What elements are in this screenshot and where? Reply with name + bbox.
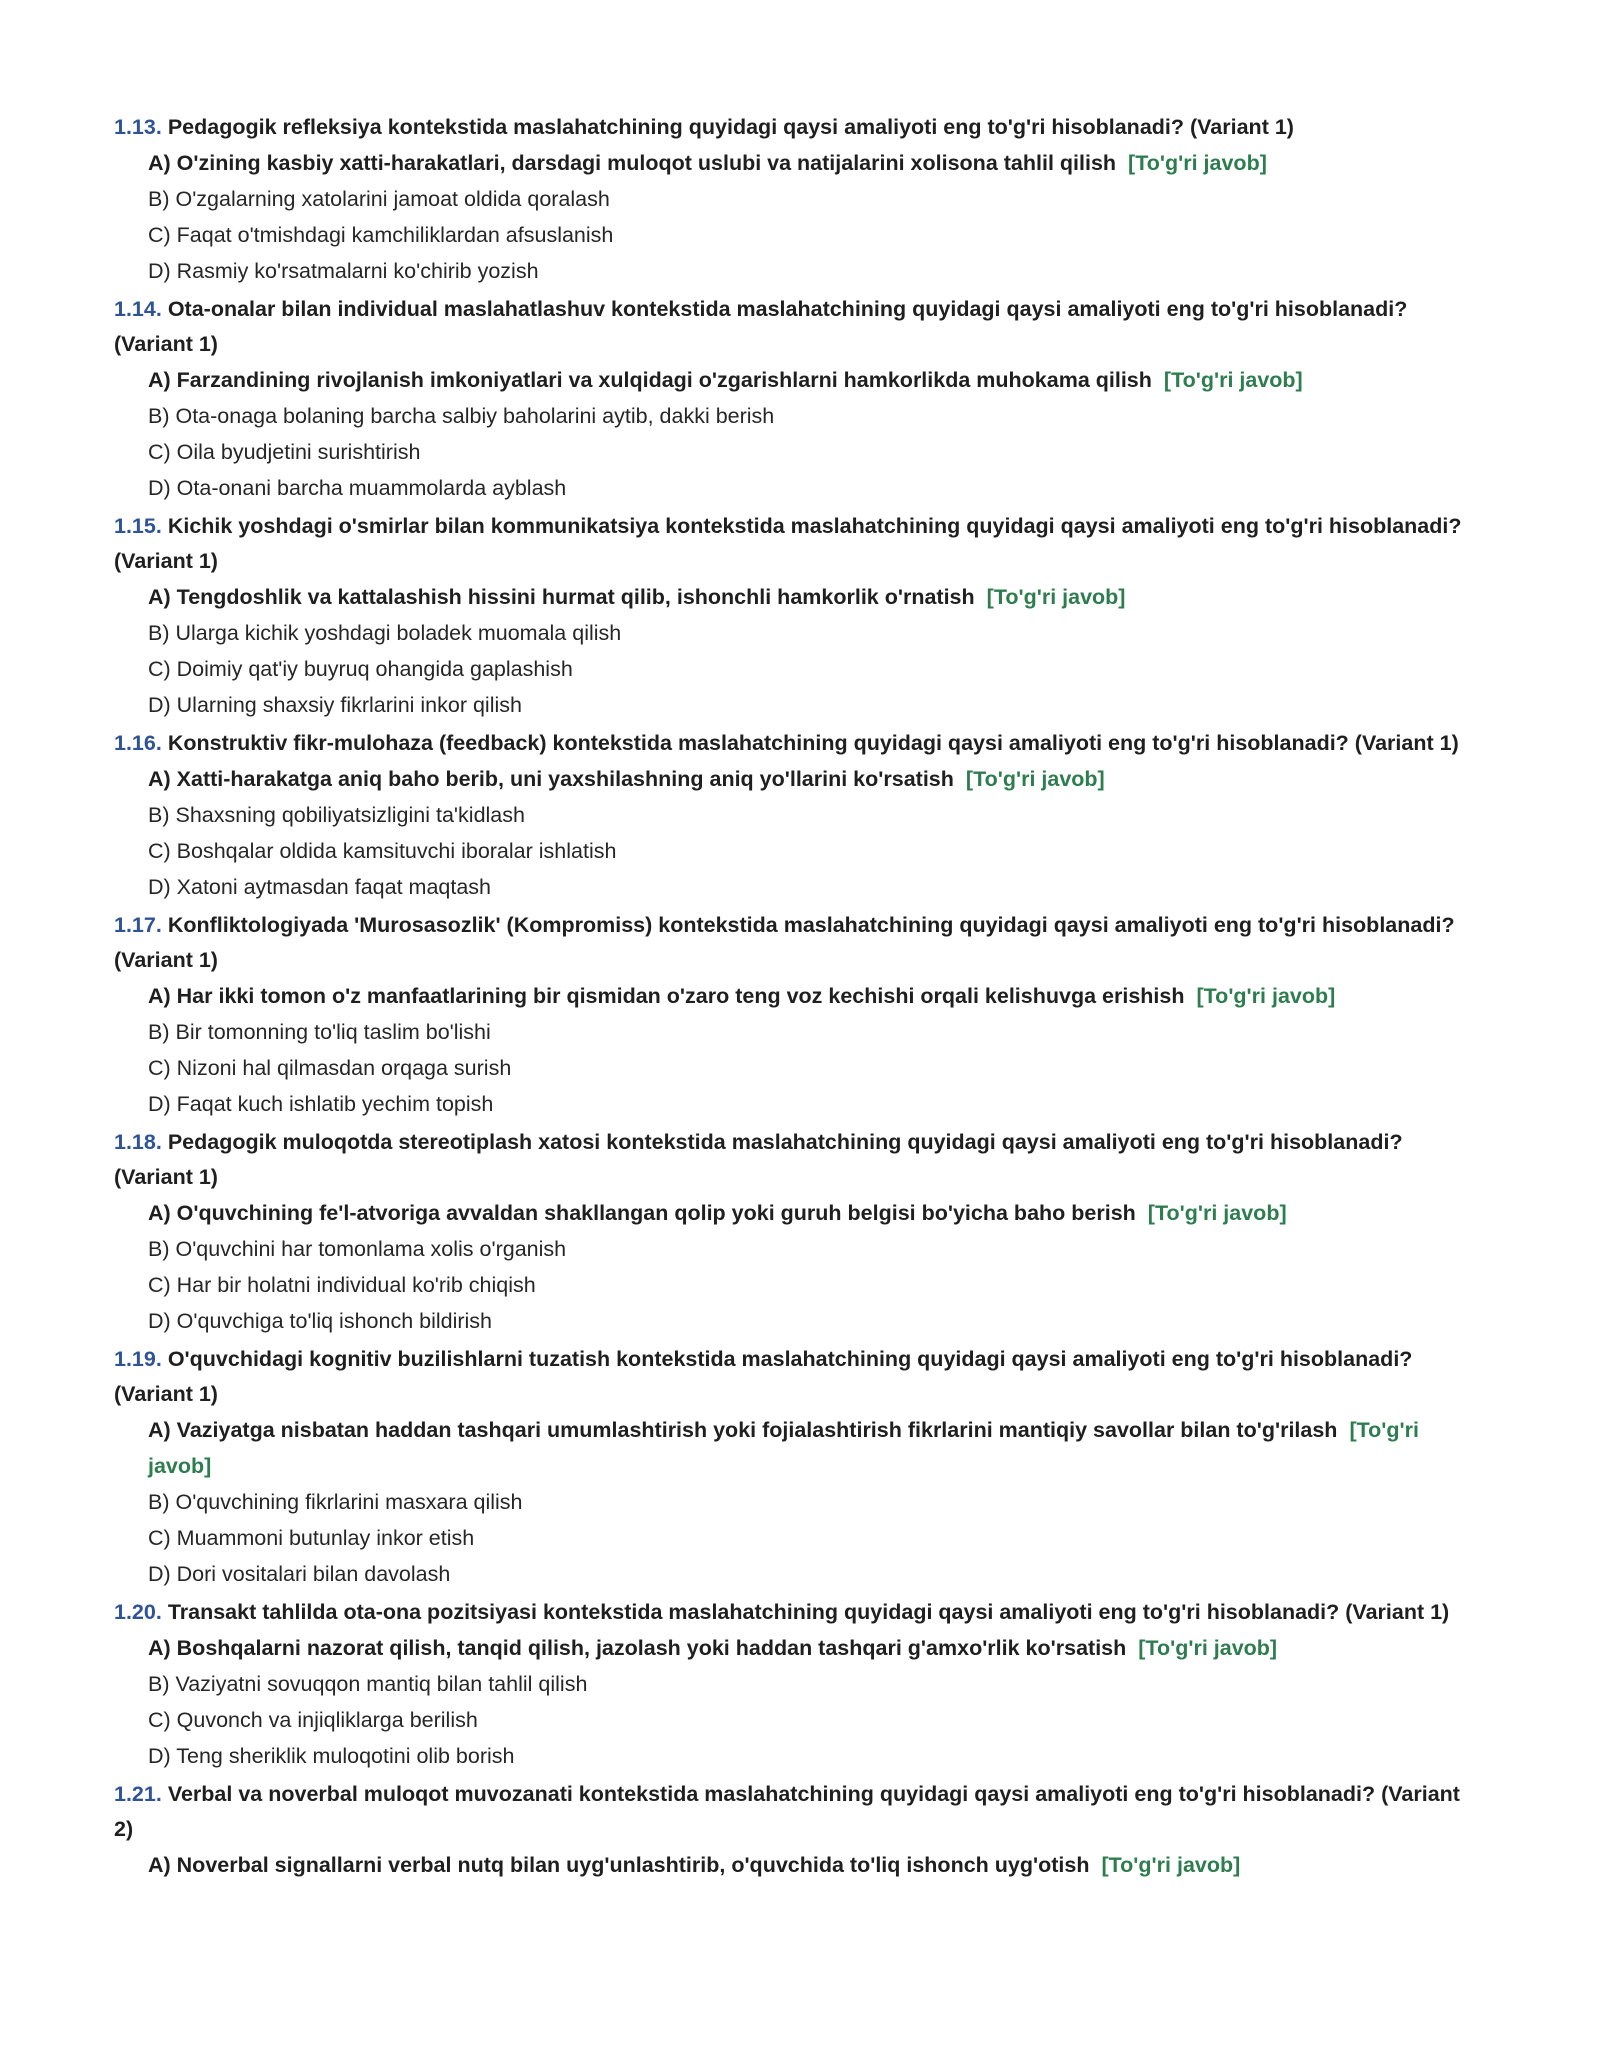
answer-option — [148, 1303, 1484, 1339]
question-number: 1.20. — [114, 1600, 162, 1624]
answer-option — [148, 253, 1484, 289]
answer-option — [148, 1520, 1484, 1556]
option-text: D) O'quvchiga to'liq ishonch bildirish — [148, 1309, 493, 1333]
correct-answer-badge: [To'g'ri javob] — [1101, 1853, 1241, 1877]
option-text: D) Rasmiy ko'rsatmalarni ko'chirib yozish — [148, 259, 539, 283]
correct-answer-option — [148, 1195, 1484, 1231]
question-block — [114, 1777, 1484, 1883]
correct-answer-option — [148, 1412, 1484, 1484]
question-prompt: Ota-onalar bilan individual maslahatlashuv kontekstida maslahatchining quyidagi qaysi amaliyoti eng to'g'ri hisoblanadi? (Variant 1) — [114, 297, 1408, 356]
question-block — [114, 726, 1484, 905]
question-number: 1.15. — [114, 514, 162, 538]
answer-options — [114, 579, 1484, 723]
correct-answer-option — [148, 978, 1484, 1014]
option-text: C) Har bir holatni individual ko'rib chiqish — [148, 1273, 536, 1297]
question-text — [114, 908, 1484, 978]
answer-option — [148, 797, 1484, 833]
correct-answer-badge: [To'g'ri javob] — [148, 1418, 1419, 1478]
question-number: 1.21. — [114, 1782, 162, 1806]
correct-answer-badge: [To'g'ri javob] — [986, 585, 1126, 609]
question-block — [114, 1595, 1484, 1774]
option-text: B) Vaziyatni sovuqqon mantiq bilan tahlil qilish — [148, 1672, 588, 1696]
question-prompt: Verbal va noverbal muloqot muvozanati kontekstida maslahatchining quyidagi qaysi amaliyoti eng to'g'ri hisoblanadi? (Variant 2) — [114, 1782, 1460, 1841]
option-text: A) O'quvchining fe'l-atvoriga avvaldan shakllangan qolip yoki guruh belgisi bo'yicha baho berish — [148, 1201, 1136, 1225]
answer-option — [148, 1556, 1484, 1592]
option-text: D) Dori vositalari bilan davolash — [148, 1562, 451, 1586]
question-block — [114, 292, 1484, 506]
option-text: C) Muammoni butunlay inkor etish — [148, 1526, 475, 1550]
answer-option — [148, 615, 1484, 651]
answer-option — [148, 1702, 1484, 1738]
option-text: D) Xatoni aytmasdan faqat maqtash — [148, 875, 491, 899]
question-block — [114, 110, 1484, 289]
option-text: A) Har ikki tomon o'z manfaatlarining bir qismidan o'zaro teng voz kechishi orqali kelishuvga erishish — [148, 984, 1185, 1008]
question-block — [114, 1125, 1484, 1339]
option-text: D) Ularning shaxsiy fikrlarini inkor qilish — [148, 693, 522, 717]
option-text: B) O'zgalarning xatolarini jamoat oldida qoralash — [148, 187, 610, 211]
option-text: B) Bir tomonning to'liq taslim bo'lishi — [148, 1020, 491, 1044]
answer-options — [114, 761, 1484, 905]
question-prompt: Konfliktologiyada 'Murosasozlik' (Kompromiss) kontekstida maslahatchining quyidagi qaysi amaliyoti eng to'g'ri hisoblanadi? (Variant 1) — [114, 913, 1455, 972]
correct-answer-badge: [To'g'ri javob] — [1138, 1636, 1278, 1660]
question-text — [114, 1595, 1484, 1630]
answer-options — [114, 1847, 1484, 1883]
answer-option — [148, 1231, 1484, 1267]
question-number: 1.16. — [114, 731, 162, 755]
answer-options — [114, 1412, 1484, 1592]
option-text: A) O'zining kasbiy xatti-harakatlari, darsdagi muloqot uslubi va natijalarini xolisona tahlil qilish — [148, 151, 1117, 175]
option-text: C) Doimiy qat'iy buyruq ohangida gaplashish — [148, 657, 573, 681]
answer-option — [148, 1050, 1484, 1086]
question-text — [114, 1125, 1484, 1195]
correct-answer-badge: [To'g'ri javob] — [1163, 368, 1303, 392]
option-text: C) Faqat o'tmishdagi kamchiliklardan afsuslanish — [148, 223, 614, 247]
answer-option — [148, 1267, 1484, 1303]
answer-option — [148, 470, 1484, 506]
answer-option — [148, 1738, 1484, 1774]
option-text: A) Xatti-harakatga aniq baho berib, uni yaxshilashning aniq yo'llarini ko'rsatish — [148, 767, 954, 791]
answer-option — [148, 434, 1484, 470]
question-text — [114, 292, 1484, 362]
option-text: D) Faqat kuch ishlatib yechim topish — [148, 1092, 494, 1116]
question-number: 1.14. — [114, 297, 162, 321]
answer-option — [148, 651, 1484, 687]
correct-answer-badge: [To'g'ri javob] — [1196, 984, 1336, 1008]
option-text: A) Vaziyatga nisbatan haddan tashqari umumlashtirish yoki fojialashtirish fikrlarini mantiqiy savollar bilan to'g'rilash — [148, 1418, 1338, 1442]
answer-option — [148, 398, 1484, 434]
question-prompt: Kichik yoshdagi o'smirlar bilan kommunikatsiya kontekstida maslahatchining quyidagi qaysi amaliyoti eng to'g'ri hisoblanadi? (Variant 1) — [114, 514, 1462, 573]
question-block — [114, 1342, 1484, 1592]
question-block — [114, 908, 1484, 1122]
option-text: D) Ota-onani barcha muammolarda ayblash — [148, 476, 567, 500]
question-text — [114, 110, 1484, 145]
correct-answer-option — [148, 761, 1484, 797]
correct-answer-option — [148, 1847, 1484, 1883]
question-prompt: Konstruktiv fikr-mulohaza (feedback) kontekstida maslahatchining quyidagi qaysi amaliyoti eng to'g'ri hisoblanadi? (Variant 1) — [167, 731, 1459, 755]
answer-option — [148, 1014, 1484, 1050]
answer-option — [148, 1484, 1484, 1520]
question-text — [114, 1777, 1484, 1847]
question-prompt: O'quvchidagi kognitiv buzilishlarni tuzatish kontekstida maslahatchining quyidagi qaysi amaliyoti eng to'g'ri hisoblanadi? (Variant 1) — [114, 1347, 1413, 1406]
correct-answer-badge: [To'g'ri javob] — [1147, 1201, 1287, 1225]
option-text: B) Ularga kichik yoshdagi boladek muomala qilish — [148, 621, 622, 645]
option-text: A) Noverbal signallarni verbal nutq bilan uyg'unlashtirib, o'quvchida to'liq ishonch uyg'otish — [148, 1853, 1090, 1877]
option-text: C) Quvonch va injiqliklarga berilish — [148, 1708, 478, 1732]
answer-options — [114, 1195, 1484, 1339]
question-text — [114, 1342, 1484, 1412]
question-prompt: Transakt tahlilda ota-ona pozitsiyasi kontekstida maslahatchining quyidagi qaysi amaliyoti eng to'g'ri hisoblanadi? (Variant 1) — [167, 1600, 1450, 1624]
option-text: B) Shaxsning qobiliyatsizligini ta'kidlash — [148, 803, 525, 827]
option-text: B) O'quvchini har tomonlama xolis o'rganish — [148, 1237, 567, 1261]
option-text: A) Tengdoshlik va kattalashish hissini hurmat qilib, ishonchli hamkorlik o'rnatish — [148, 585, 975, 609]
option-text: C) Nizoni hal qilmasdan orqaga surish — [148, 1056, 512, 1080]
answer-options — [114, 145, 1484, 289]
option-text: C) Boshqalar oldida kamsituvchi iboralar ishlatish — [148, 839, 617, 863]
answer-options — [114, 362, 1484, 506]
question-number: 1.18. — [114, 1130, 162, 1154]
question-block — [114, 509, 1484, 723]
option-text: C) Oila byudjetini surishtirish — [148, 440, 421, 464]
answer-option — [148, 181, 1484, 217]
answer-option — [148, 1666, 1484, 1702]
answer-option — [148, 1086, 1484, 1122]
question-number: 1.13. — [114, 115, 162, 139]
correct-answer-option — [148, 362, 1484, 398]
option-text: B) O'quvchining fikrlarini masxara qilish — [148, 1490, 523, 1514]
correct-answer-badge: [To'g'ri javob] — [1128, 151, 1267, 175]
question-number: 1.19. — [114, 1347, 162, 1371]
option-text: D) Teng sheriklik muloqotini olib borish — [148, 1744, 515, 1768]
question-number: 1.17. — [114, 913, 162, 937]
correct-answer-badge: [To'g'ri javob] — [965, 767, 1105, 791]
answer-options — [114, 1630, 1484, 1774]
answer-option — [148, 869, 1484, 905]
option-text: A) Farzandining rivojlanish imkoniyatlari va xulqidagi o'zgarishlarni hamkorlikda muhokama qilish — [148, 368, 1152, 392]
correct-answer-option — [148, 579, 1484, 615]
answer-option — [148, 687, 1484, 723]
question-prompt: Pedagogik muloqotda stereotiplash xatosi kontekstida maslahatchining quyidagi qaysi amaliyoti eng to'g'ri hisoblanadi? (Variant 1) — [114, 1130, 1403, 1189]
answer-options — [114, 978, 1484, 1122]
correct-answer-option — [148, 1630, 1484, 1666]
question-text — [114, 726, 1484, 761]
correct-answer-option — [148, 145, 1484, 181]
option-text: B) Ota-onaga bolaning barcha salbiy baholarini aytib, dakki berish — [148, 404, 775, 428]
option-text: A) Boshqalarni nazorat qilish, tanqid qilish, jazolash yoki haddan tashqari g'amxo'rlik ko'rsatish — [148, 1636, 1127, 1660]
answer-option — [148, 833, 1484, 869]
question-text — [114, 509, 1484, 579]
answer-option — [148, 217, 1484, 253]
question-prompt: Pedagogik refleksiya kontekstida maslahatchining quyidagi qaysi amaliyoti eng to'g'ri hisoblanadi? (Variant 1) — [167, 115, 1294, 139]
